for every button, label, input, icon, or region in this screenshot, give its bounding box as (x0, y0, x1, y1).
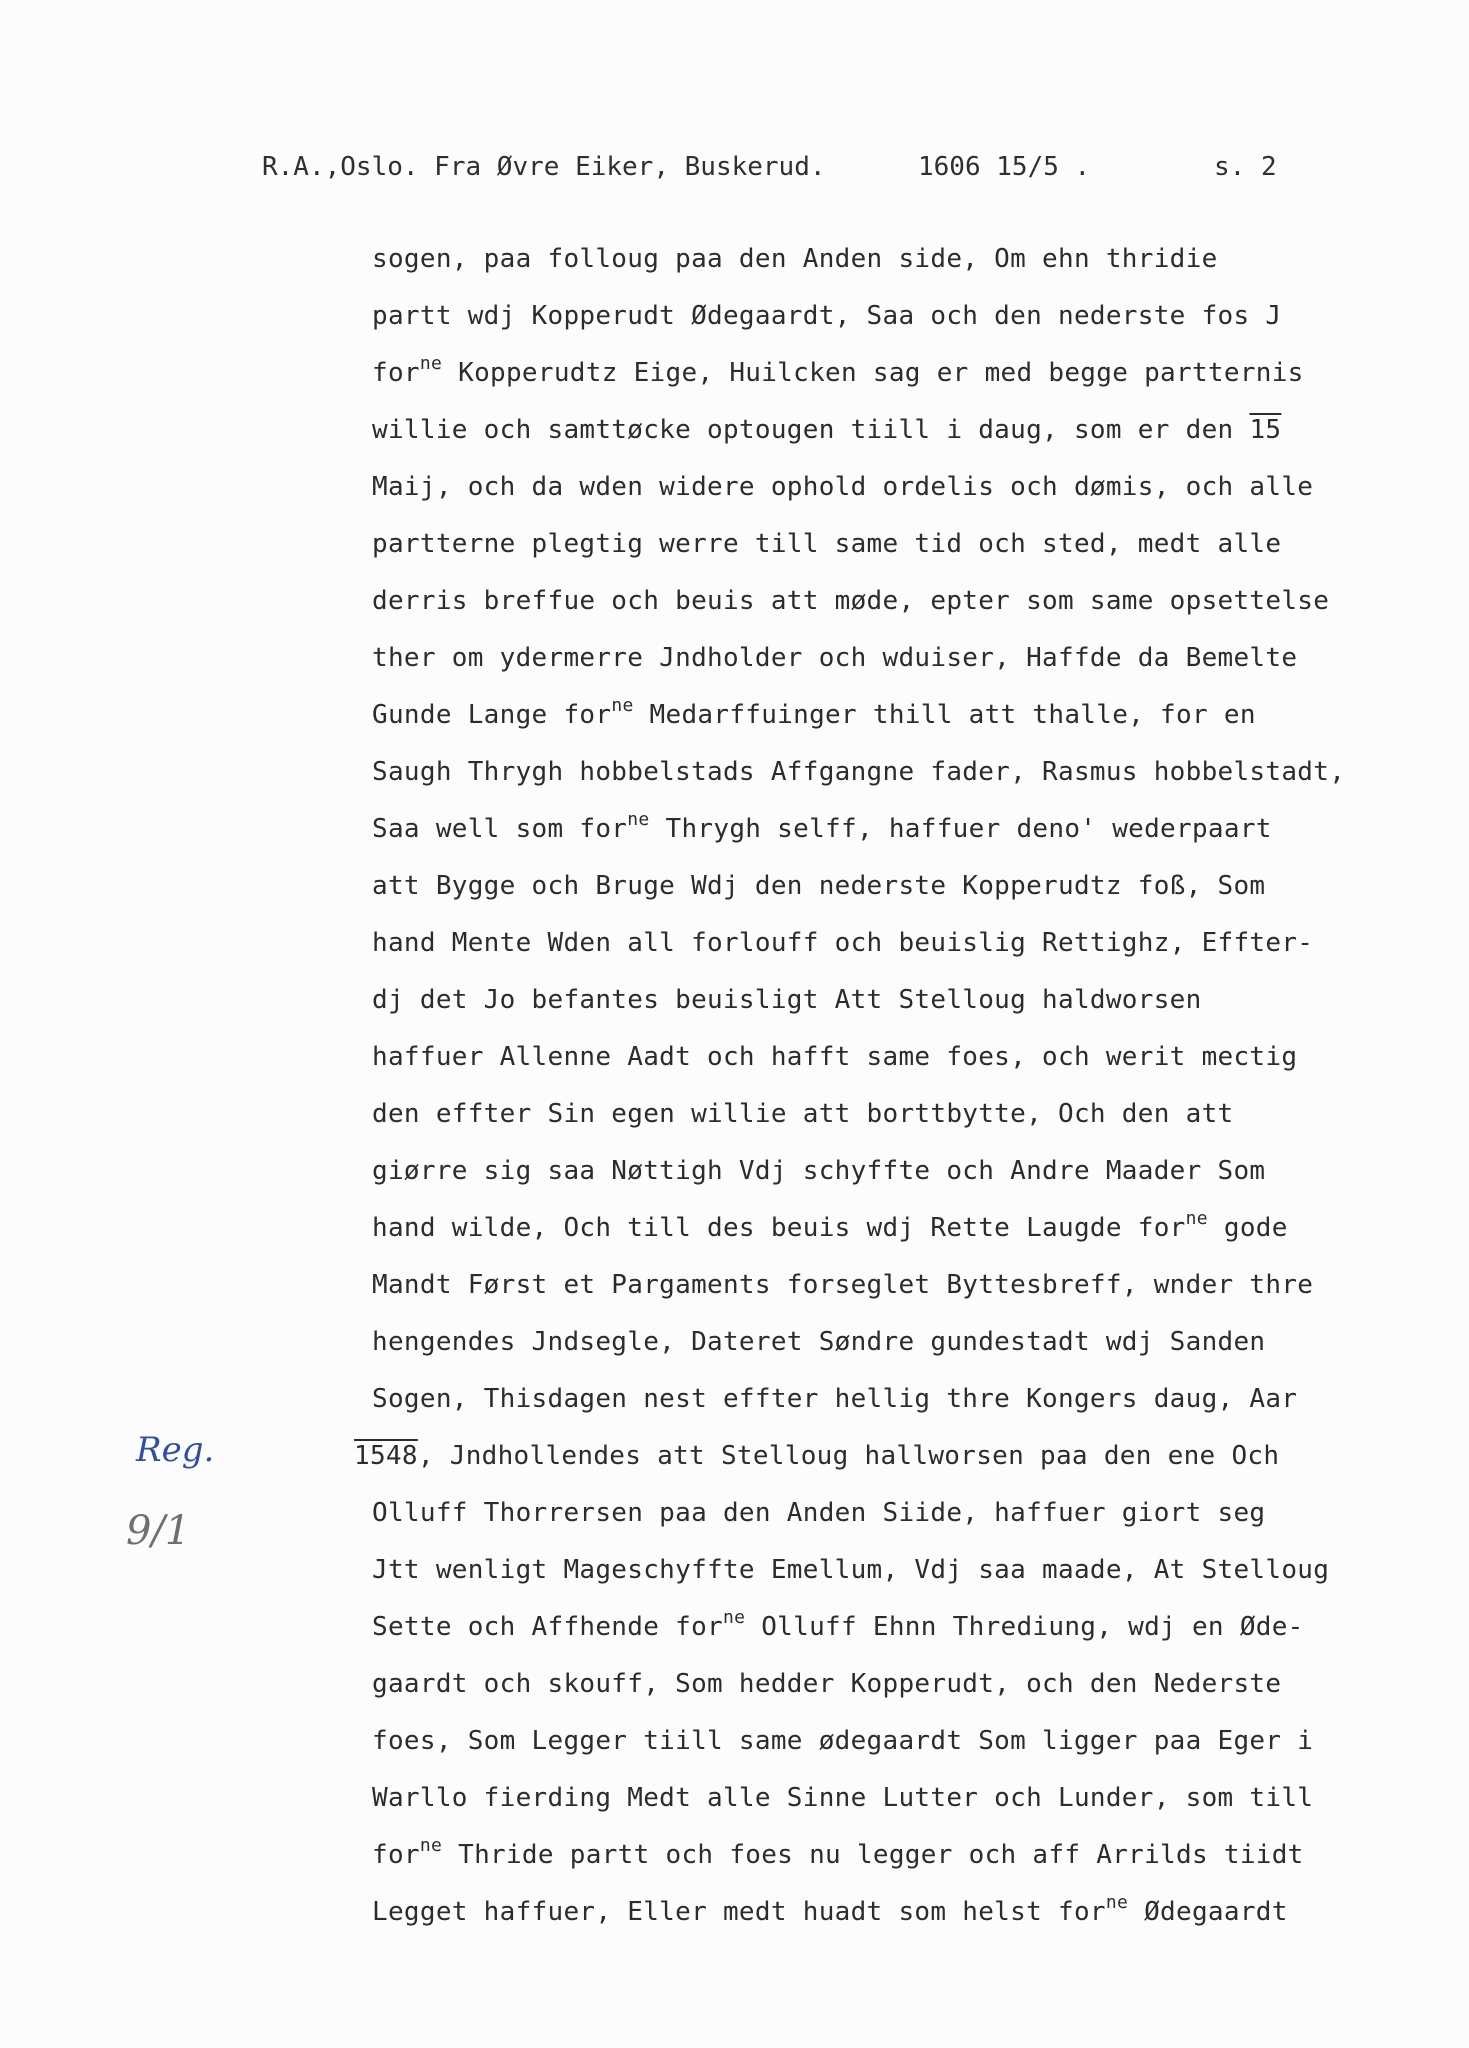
text-line: Saugh Thrygh hobbelstads Affgangne fader, Rasmus hobbelstadt, (372, 757, 1346, 787)
text-line: Sogen, Thisdagen nest effter hellig thre Kongers daug, Aar (372, 1384, 1298, 1414)
text-line: for$^{ne}$ Thride partt och foes nu legger och aff Arrilds tiidt (372, 1835, 1304, 1870)
text-line: Saa well som for$^{ne}$ Thrygh selff, haffuer deno' wederpaart (372, 809, 1272, 844)
text-line: sogen, paa folloug paa den Anden side, Om ehn thridie (372, 244, 1218, 274)
text-line: gaardt och skouff, Som hedder Kopperudt, och den Nederste (372, 1669, 1282, 1699)
text-line: att Bygge och Bruge Wdj den nederste Kopperudtz foß, Som (372, 871, 1266, 901)
header-page-number: s. 2 (1214, 152, 1277, 182)
text-line: Maij, och da wden widere ophold ordelis och dømis, och alle (372, 472, 1314, 502)
text-line: Jtt wenligt Mageschyffte Emellum, Vdj saa maade, At Stelloug (372, 1555, 1330, 1585)
text-line: partterne plegtig werre till same tid och sted, medt alle (372, 529, 1282, 559)
text-line: Olluff Thorrersen paa den Anden Siide, haffuer giort seg (372, 1498, 1266, 1528)
text-line: Warllo fierding Medt alle Sinne Lutter och Lunder, som till (372, 1783, 1314, 1813)
text-line: Gunde Lange for$^{ne}$ Medarffuinger thill att thalle, for en (372, 695, 1256, 730)
text-line: Mandt Først et Pargaments forseglet Byttesbreff, wnder thre (372, 1270, 1314, 1300)
text-line: hand wilde, Och till des beuis wdj Rette Laugde for$^{ne}$ gode (372, 1208, 1288, 1243)
margin-reg-note: Reg. (136, 1430, 215, 1470)
text-line: partt wdj Kopperudt Ødegaardt, Saa och den nederste fos J (372, 301, 1282, 331)
margin-pencil-note: 9/1 (126, 1508, 191, 1554)
text-line: hand Mente Wden all forlouff och beuislig Rettighz, Effter- (372, 928, 1314, 958)
text-line: dj det Jo befantes beuisligt Att Stelloug haldworsen (372, 985, 1202, 1015)
text-line: for$^{ne}$ Kopperudtz Eige, Huilcken sag er med begge partternis (372, 353, 1304, 388)
text-line: haffuer Allenne Aadt och hafft same foes, och werit mectig (372, 1042, 1298, 1072)
text-line: 1548, Jndhollendes att Stelloug hallworsen paa den ene Och (354, 1441, 1280, 1471)
text-line: giørre sig saa Nøttigh Vdj schyffte och Andre Maader Som (372, 1156, 1266, 1186)
text-line: ther om ydermerre Jndholder och wduiser, Haffde da Bemelte (372, 643, 1298, 673)
header-source: R.A.,Oslo. Fra Øvre Eiker, Buskerud. (262, 152, 826, 182)
text-line: derris breffue och beuis att møde, epter som same opsettelse (372, 586, 1330, 616)
text-line: Sette och Affhende for$^{ne}$ Olluff Ehnn Thrediung, wdj en Øde- (372, 1607, 1304, 1642)
text-line: hengendes Jndsegle, Dateret Søndre gundestadt wdj Sanden (372, 1327, 1266, 1357)
text-line: den effter Sin egen willie att borttbytte, Och den att (372, 1099, 1234, 1129)
header-date: 1606 15/5 . (918, 152, 1091, 182)
text-line: Legget haffuer, Eller medt huadt som helst for$^{ne}$ Ødegaardt (372, 1892, 1288, 1927)
text-line: foes, Som Legger tiill same ødegaardt Som ligger paa Eger i (372, 1726, 1314, 1756)
page-header (262, 152, 1362, 192)
text-line: willie och samttøcke optougen tiill i daug, som er den 15 (372, 415, 1282, 445)
